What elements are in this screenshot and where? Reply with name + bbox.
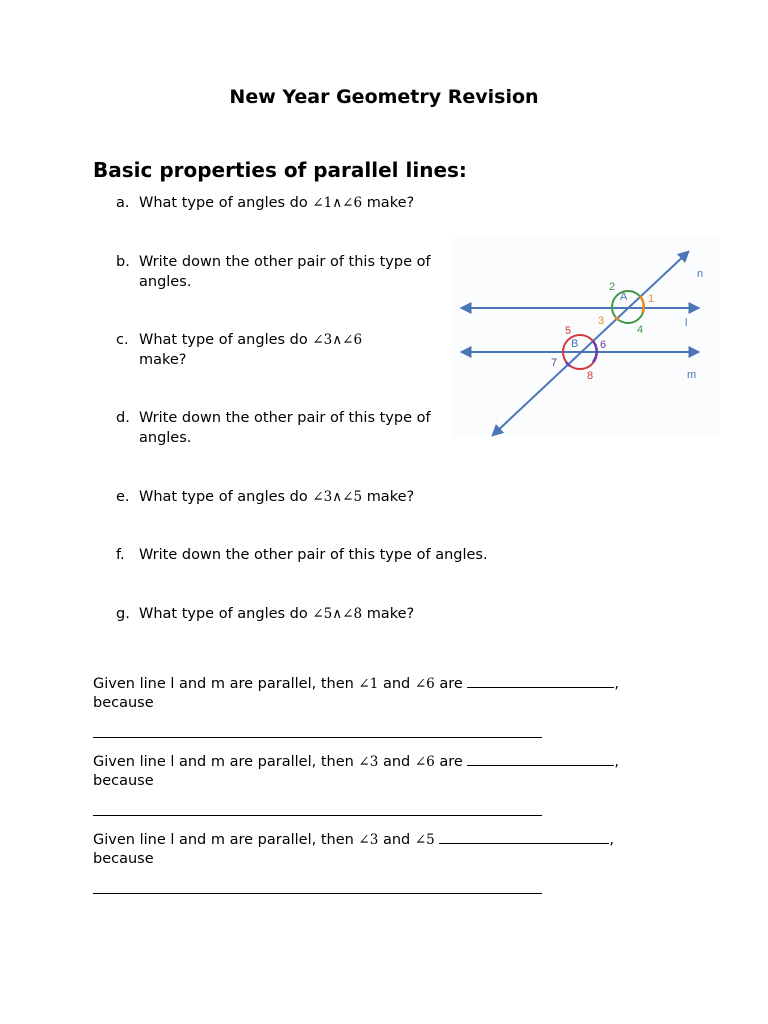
page-title: New Year Geometry Revision (229, 86, 539, 108)
section-heading: Basic properties of parallel lines: (93, 158, 467, 182)
angle-label-8: 8 (587, 370, 594, 382)
question-letter: g. (116, 606, 130, 622)
label-m: m (687, 369, 697, 381)
reason-answer-line[interactable] (93, 893, 542, 894)
question-text: Write down the other pair of this type of angles. (139, 410, 431, 446)
reason-answer-line[interactable] (93, 815, 542, 816)
question-letter: c. (116, 332, 129, 348)
label-b: B (571, 338, 579, 350)
reason-answer-line[interactable] (93, 737, 542, 738)
question-letter: a. (116, 195, 130, 211)
angle-label-4: 4 (637, 324, 644, 336)
question-letter: e. (116, 489, 130, 505)
question-text: What type of angles do ∠5∧∠8 make? (139, 606, 415, 622)
question-text: What type of angles do ∠3∧∠5 make? (139, 489, 415, 505)
question-text: Write down the other pair of this type of angles. (139, 547, 488, 563)
angle-label-2: 2 (609, 281, 616, 293)
angle-label-6: 6 (600, 339, 607, 351)
answer-blank[interactable] (467, 673, 614, 688)
angle-label-3: 3 (598, 315, 605, 327)
label-l: l (685, 317, 688, 329)
question-text: Write down the other pair of this type of angles. (139, 254, 431, 290)
angle-label-5: 5 (565, 325, 572, 337)
label-n: n (697, 268, 704, 280)
label-a: A (620, 291, 628, 303)
answer-blank[interactable] (467, 751, 614, 766)
statement-3: Given line l and m are parallel, then ∠3 and ∠5 , because (93, 829, 614, 869)
question-letter: f. (116, 547, 125, 563)
question-letter: b. (116, 254, 130, 270)
question-letter: d. (116, 410, 130, 426)
question-text: What type of angles do ∠3∧∠6 make? (139, 332, 363, 368)
statement-2: Given line l and m are parallel, then ∠3 and ∠6 are , because (93, 751, 619, 791)
diagram-background (452, 238, 720, 438)
parallel-lines-diagram (452, 238, 720, 438)
answer-blank[interactable] (439, 829, 609, 844)
angle-label-1: 1 (648, 293, 655, 305)
angle-label-7: 7 (551, 357, 558, 369)
statement-1: Given line l and m are parallel, then ∠1 and ∠6 are , because (93, 673, 619, 713)
question-text: What type of angles do ∠1∧∠6 make? (139, 195, 415, 211)
